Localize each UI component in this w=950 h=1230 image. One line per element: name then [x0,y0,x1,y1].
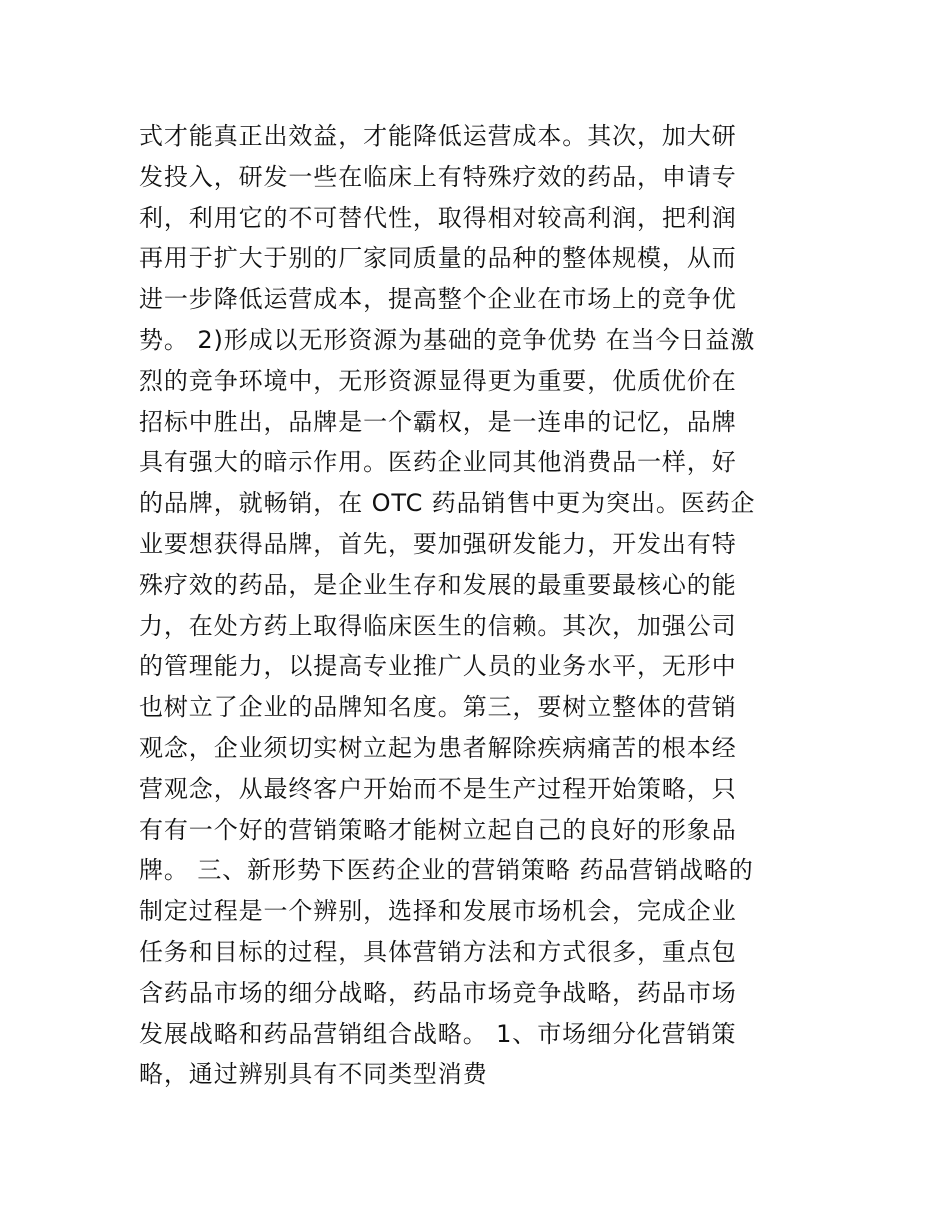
text-line: 利，利用它的不可替代性，取得相对较高利润，把利润 [139,203,737,232]
text-line: 任务和目标的过程，具体营销方法和方式很多，重点包 [139,937,737,966]
text-line: 牌。 三、新形势下医药企业的营销策略 药品营销战略的 [139,856,754,885]
text-line: 发展战略和药品营销组合战略。 1、市场细分化营销策 [139,1019,737,1048]
text-line: 制定过程是一个辨别，选择和发展市场机会，完成企业 [139,897,737,926]
body-text [139,116,829,1095]
text-line: 含药品市场的细分战略，药品市场竞争战略，药品市场 [139,978,737,1007]
text-line: 营观念，从最终客户开始而不是生产过程开始策略，只 [139,774,737,803]
text-line: 进一步降低运营成本，提高整个企业在市场上的竞争优 [139,285,737,314]
text-line: 的管理能力，以提高专业推广人员的业务水平，无形中 [139,652,737,681]
text-line: 也树立了企业的品牌知名度。第三，要树立整体的营销 [139,693,737,722]
text-line: 业要想获得品牌，首先，要加强研发能力，开发出有特 [139,529,737,558]
text-line: 再用于扩大于别的厂家同质量的品种的整体规模，从而 [139,244,737,273]
text-line: 势。 2)形成以无形资源为基础的竞争优势 在当今日益激 [139,325,756,354]
text-line: 具有强大的暗示作用。医药企业同其他消费品一样，好 [139,448,737,477]
text-line: 观念，企业须切实树立起为患者解除疾病痛苦的根本经 [139,733,737,762]
text-line: 招标中胜出，品牌是一个霸权，是一连串的记忆，品牌 [139,407,737,436]
text-line: 有有一个好的营销策略才能树立起自己的良好的形象品 [139,815,737,844]
text-line: 发投入，研发一些在临床上有特殊疗效的药品，申请专 [139,162,737,191]
text-line: 殊疗效的药品，是企业生存和发展的最重要最核心的能 [139,570,737,599]
text-line: 的品牌，就畅销，在 OTC 药品销售中更为突出。医药企 [139,489,756,518]
text-line: 烈的竞争环境中，无形资源显得更为重要，优质优价在 [139,366,737,395]
text-line: 力，在处方药上取得临床医生的信赖。其次，加强公司 [139,611,737,640]
text-line: 式才能真正出效益，才能降低运营成本。其次，加大研 [139,122,737,150]
text-line: 略，通过辨别具有不同类型消费 [139,1060,488,1089]
